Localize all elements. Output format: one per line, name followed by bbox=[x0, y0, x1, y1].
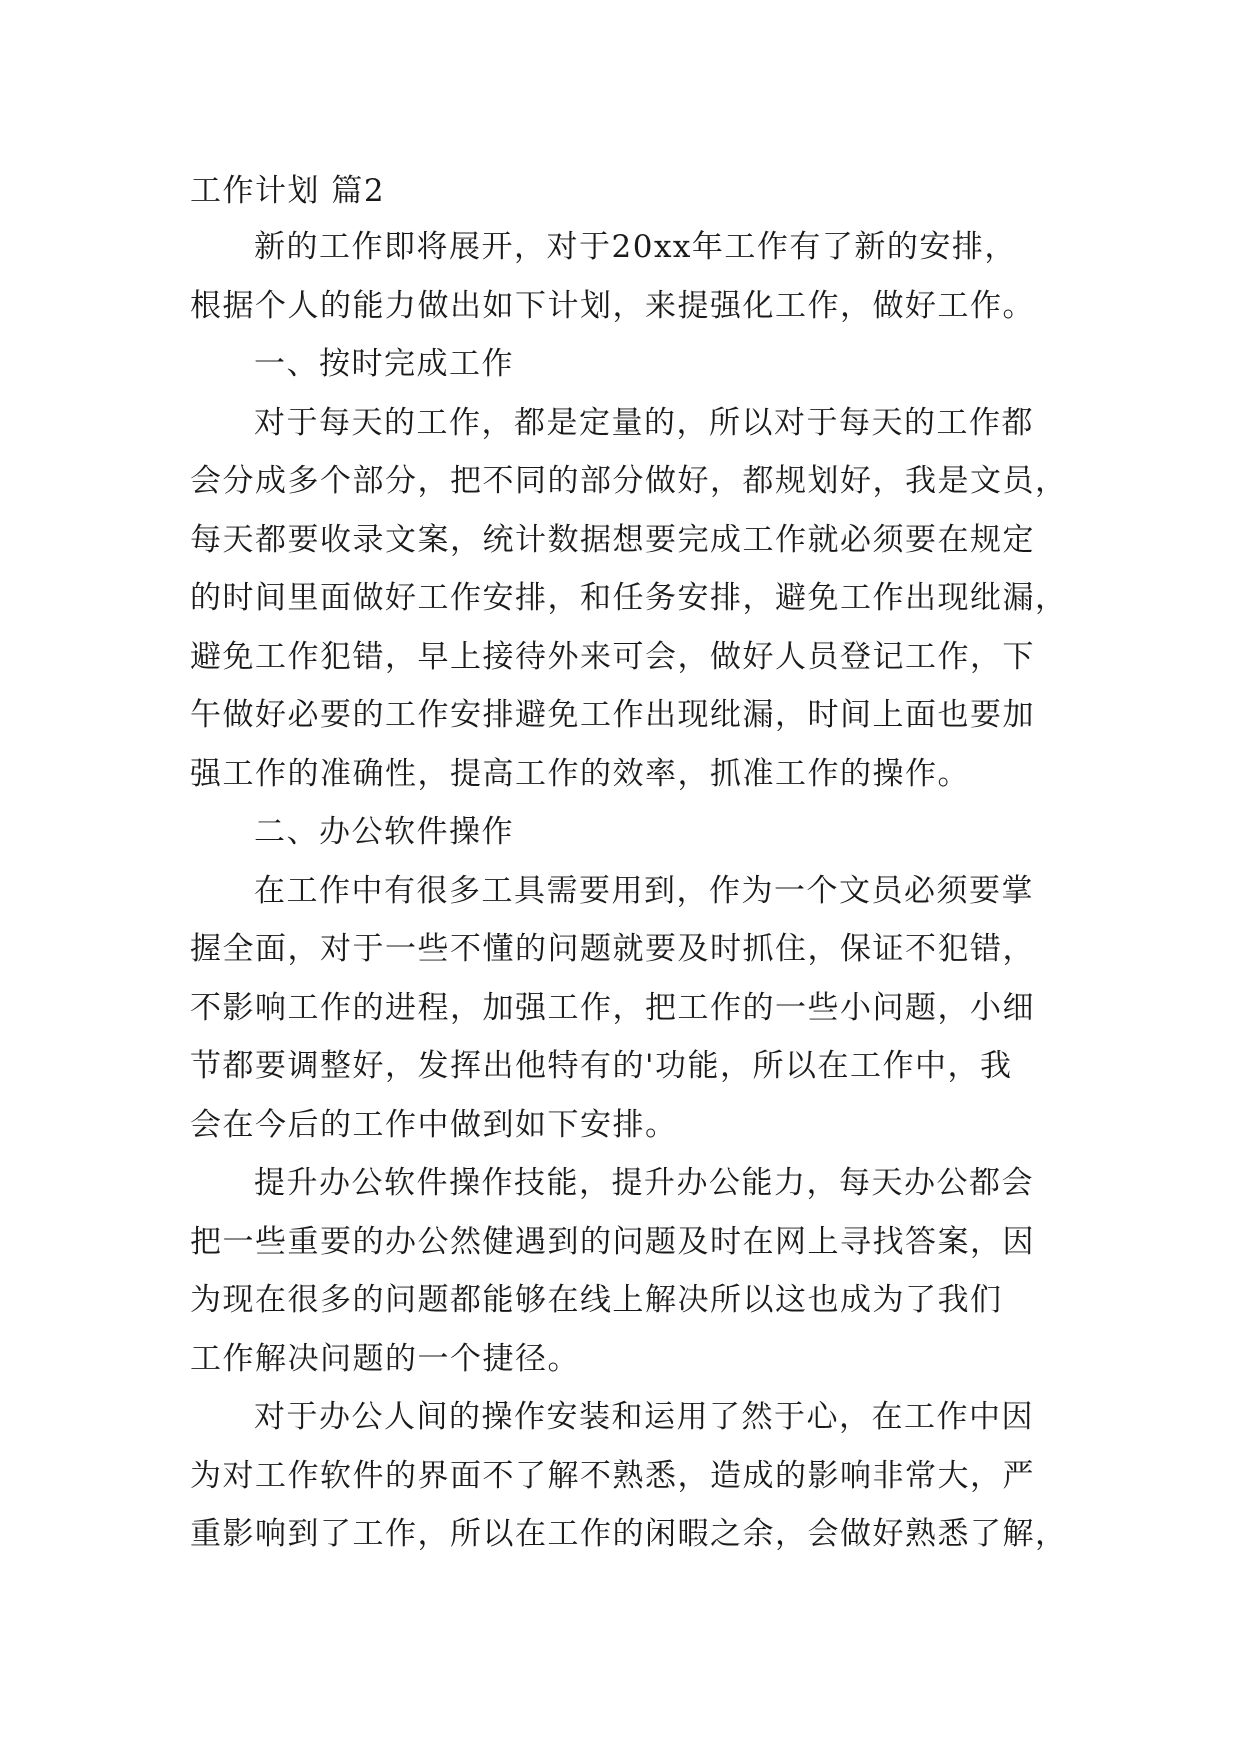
text-line: 握全面，对于一些不懂的问题就要及时抓住，保证不犯错， bbox=[190, 931, 1035, 967]
text-line: 节都要调整好，发挥出他特有的'功能，所以在工作中，我 bbox=[190, 1048, 1013, 1084]
text-line: 的时间里面做好工作安排，和任务安排，避免工作出现纰漏， bbox=[190, 580, 1068, 616]
document-body bbox=[190, 160, 1070, 1564]
text-line: 会分成多个部分，把不同的部分做好，都规划好，我是文员， bbox=[190, 463, 1068, 499]
text-line: 不影响工作的进程，加强工作，把工作的一些小问题，小细 bbox=[190, 989, 1035, 1026]
text-line: 新的工作即将展开，对于20xx年工作有了新的安排， bbox=[254, 229, 1017, 265]
paragraph-lines bbox=[190, 218, 1070, 1564]
text-line: 强工作的准确性，提高工作的效率，抓准工作的操作。 bbox=[190, 755, 970, 792]
text-line: 工作解决问题的一个捷径。 bbox=[190, 1340, 580, 1377]
text-line: 对于办公人间的操作安装和运用了然于心，在工作中因 bbox=[254, 1399, 1034, 1435]
text-line: 每天都要收录文案，统计数据想要完成工作就必须要在规定 bbox=[190, 521, 1035, 558]
text-line: 根据个人的能力做出如下计划，来提强化工作，做好工作。 bbox=[190, 287, 1035, 324]
text-line: 为现在很多的问题都能够在线上解决所以这也成为了我们 bbox=[190, 1282, 1003, 1318]
text-line: 提升办公软件操作技能，提升办公能力，每天办公都会 bbox=[254, 1165, 1034, 1201]
text-line: 为对工作软件的界面不了解不熟悉，造成的影响非常大，严 bbox=[190, 1457, 1035, 1494]
text-line: 重影响到了工作，所以在工作的闲暇之余，会做好熟悉了解， bbox=[190, 1516, 1068, 1552]
text-line: 把一些重要的办公然健遇到的问题及时在网上寻找答案，因 bbox=[190, 1223, 1035, 1260]
text-line: 在工作中有很多工具需要用到，作为一个文员必须要掌 bbox=[254, 872, 1034, 909]
text-line: 一、按时完成工作 bbox=[254, 346, 514, 382]
text-line: 避免工作犯错，早上接待外来可会，做好人员登记工作，下 bbox=[190, 638, 1035, 675]
text-line: 二、办公软件操作 bbox=[254, 814, 514, 850]
document-title: 工作计划 篇2 bbox=[190, 173, 386, 209]
text-line: 会在今后的工作中做到如下安排。 bbox=[190, 1106, 678, 1143]
text-line: 午做好必要的工作安排避免工作出现纰漏，时间上面也要加 bbox=[190, 697, 1035, 733]
text-line: 对于每天的工作，都是定量的，所以对于每天的工作都 bbox=[254, 404, 1034, 441]
